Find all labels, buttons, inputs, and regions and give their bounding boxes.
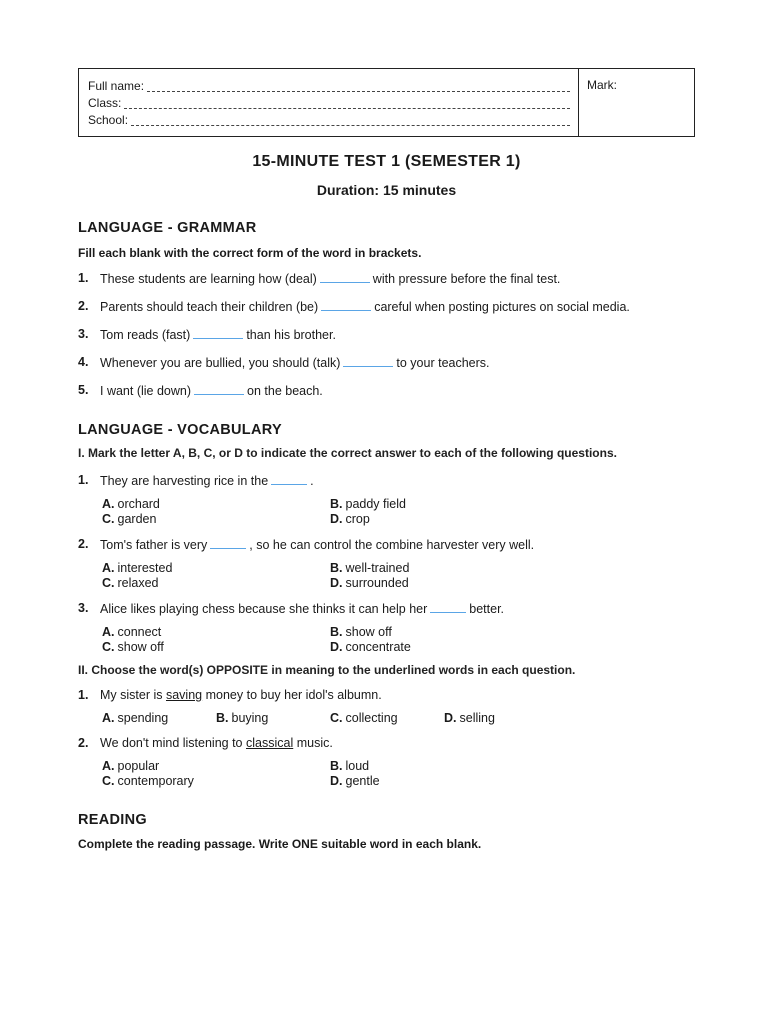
question-number: 1. xyxy=(78,473,89,487)
question-number: 1. xyxy=(78,271,89,285)
vocabulary-part2-instruction: II. Choose the word(s) OPPOSITE in meaning to the underlined words in each question. xyxy=(78,663,576,677)
vocab-question xyxy=(78,686,695,704)
answer-options xyxy=(102,625,695,654)
vocabulary-part1-instruction: I. Mark the letter A, B, C, or D to indicate the correct answer to each of the following questions. xyxy=(78,446,617,460)
mark-label: Mark: xyxy=(587,78,617,92)
question-text: , so he can control the combine harvester very well. xyxy=(249,538,535,552)
answer-options xyxy=(102,711,695,725)
option-a[interactable]: A. interested xyxy=(102,561,173,575)
question-text: with pressure before the final test. xyxy=(372,272,561,286)
grammar-instruction: Fill each blank with the correct form of the word in brackets. xyxy=(78,246,422,260)
option-d[interactable]: D. surrounded xyxy=(330,576,409,590)
question-text: Alice likes playing chess because she thinks it can help her xyxy=(100,602,428,616)
answer-blank[interactable] xyxy=(271,471,307,485)
question-text: Tom's father is very xyxy=(100,538,208,552)
grammar-question xyxy=(78,381,695,400)
question-text: than his brother. xyxy=(246,328,336,342)
vocab-question xyxy=(78,535,695,554)
question-text: We don't mind listening to xyxy=(100,736,243,750)
option-d[interactable]: D. concentrate xyxy=(330,640,411,654)
answer-blank[interactable] xyxy=(193,325,243,339)
option-b[interactable]: B. loud xyxy=(330,759,370,773)
reading-heading: READING xyxy=(78,812,147,828)
option-d[interactable]: D. crop xyxy=(330,512,370,526)
question-text: money to buy her idol's albumn. xyxy=(205,688,382,702)
answer-options xyxy=(102,561,695,590)
student-info-box xyxy=(78,68,695,137)
question-text: . xyxy=(310,474,314,488)
student-info-fields xyxy=(79,69,579,136)
option-b[interactable]: B. buying xyxy=(216,711,269,725)
option-a[interactable]: A. connect xyxy=(102,625,162,639)
school-field[interactable] xyxy=(88,112,570,129)
grammar-question xyxy=(78,269,695,288)
question-number: 4. xyxy=(78,355,89,369)
full-name-label: Full name: xyxy=(88,79,145,93)
vocab-question xyxy=(78,734,695,752)
option-d[interactable]: D. selling xyxy=(444,711,495,725)
question-text: Whenever you are bullied, you should (talk) xyxy=(100,356,341,370)
answer-blank[interactable] xyxy=(194,381,244,395)
answer-blank[interactable] xyxy=(210,535,246,549)
option-b[interactable]: B. well-trained xyxy=(330,561,410,575)
option-c[interactable]: C. relaxed xyxy=(102,576,159,590)
question-text: My sister is xyxy=(100,688,163,702)
question-text: careful when posting pictures on social media. xyxy=(374,300,630,314)
underlined-word: saving xyxy=(165,688,203,702)
class-label: Class: xyxy=(88,96,122,110)
test-page xyxy=(78,68,695,851)
answer-options xyxy=(102,759,695,788)
question-number: 2. xyxy=(78,299,89,313)
option-d[interactable]: D. gentle xyxy=(330,774,380,788)
grammar-question xyxy=(78,325,695,344)
question-text: to your teachers. xyxy=(396,356,490,370)
full-name-field[interactable] xyxy=(88,78,570,95)
vocabulary-heading: LANGUAGE - VOCABULARY xyxy=(78,422,282,438)
option-a[interactable]: A. popular xyxy=(102,759,160,773)
vocab-question xyxy=(78,471,695,490)
reading-instruction: Complete the reading passage. Write ONE suitable word in each blank. xyxy=(78,837,482,851)
grammar-question xyxy=(78,297,695,316)
option-a[interactable]: A. orchard xyxy=(102,497,160,511)
answer-blank[interactable] xyxy=(430,599,466,613)
question-number: 1. xyxy=(78,688,89,702)
question-number: 3. xyxy=(78,601,89,615)
option-c[interactable]: C. show off xyxy=(102,640,164,654)
grammar-heading: LANGUAGE - GRAMMAR xyxy=(78,220,257,236)
question-text: They are harvesting rice in the xyxy=(100,474,269,488)
answer-blank[interactable] xyxy=(343,353,393,367)
question-text: music. xyxy=(296,736,333,750)
answer-blank[interactable] xyxy=(320,269,370,283)
question-text: on the beach. xyxy=(247,384,323,398)
option-c[interactable]: C. contemporary xyxy=(102,774,194,788)
school-label: School: xyxy=(88,113,129,127)
answer-options xyxy=(102,497,695,526)
question-text: Parents should teach their children (be) xyxy=(100,300,319,314)
question-number: 2. xyxy=(78,736,89,750)
option-a[interactable]: A. spending xyxy=(102,711,169,725)
option-b[interactable]: B. paddy field xyxy=(330,497,406,511)
page-title: 15-MINUTE TEST 1 (SEMESTER 1) xyxy=(252,153,521,170)
option-c[interactable]: C. garden xyxy=(102,512,157,526)
answer-blank[interactable] xyxy=(321,297,371,311)
duration: Duration: 15 minutes xyxy=(316,182,457,198)
option-c[interactable]: C. collecting xyxy=(330,711,398,725)
grammar-question xyxy=(78,353,695,372)
question-text: I want (lie down) xyxy=(100,384,192,398)
question-number: 2. xyxy=(78,537,89,551)
vocab-question xyxy=(78,599,695,618)
question-number: 5. xyxy=(78,383,89,397)
question-text: better. xyxy=(469,602,505,616)
underlined-word: classical xyxy=(246,736,294,750)
mark-field[interactable] xyxy=(579,69,694,136)
class-field[interactable] xyxy=(88,95,570,112)
question-number: 3. xyxy=(78,327,89,341)
question-text: Tom reads (fast) xyxy=(100,328,191,342)
question-text: These students are learning how (deal) xyxy=(100,272,317,286)
option-b[interactable]: B. show off xyxy=(330,625,392,639)
